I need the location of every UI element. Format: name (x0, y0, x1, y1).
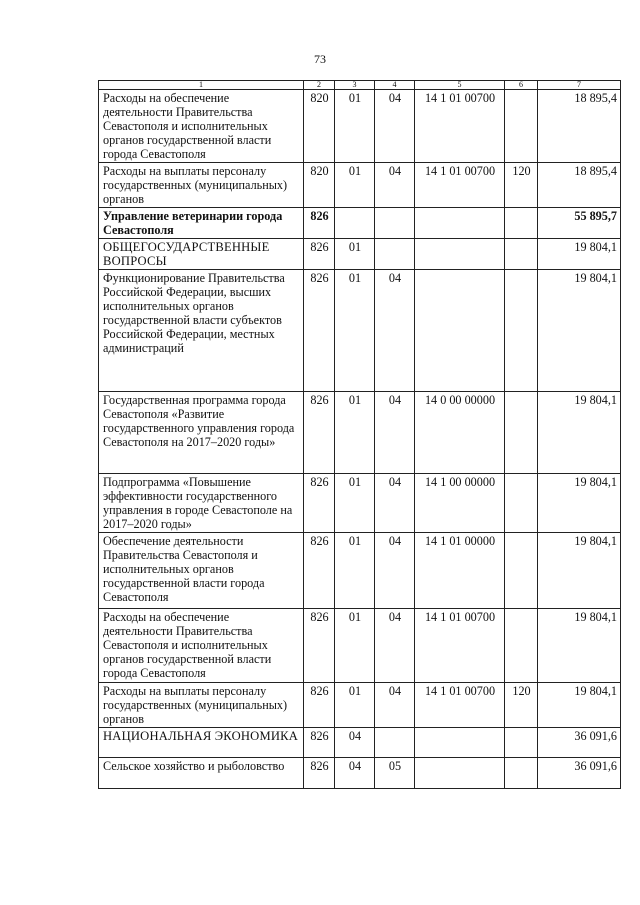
target-article-cell: 14 1 01 00700 (415, 683, 505, 728)
gov-code-cell: 826 (304, 270, 335, 392)
budget-table (98, 80, 621, 789)
subsection-code-cell: 04 (375, 163, 415, 208)
row-name-cell: Обеспечение деятельности Правительства Севастополя и исполнительных органов государственной власти города Севастополя (99, 533, 304, 609)
column-number: 2 (304, 81, 335, 90)
row-name-cell: Государственная программа города Севастополя «Развитие государственного управления города Севастополя на 2017–2020 годы» (99, 392, 304, 474)
target-article-cell: 14 1 01 00000 (415, 533, 505, 609)
section-code-cell: 01 (335, 609, 375, 683)
amount-cell: 19 804,1 (538, 474, 621, 533)
column-number: 1 (99, 81, 304, 90)
row-name-cell: Расходы на выплаты персоналу государственных (муниципальных) органов (99, 163, 304, 208)
row-name-cell: ОБЩЕГОСУДАРСТВЕННЫЕ ВОПРОСЫ (99, 239, 304, 270)
expense-type-cell (505, 270, 538, 392)
table-row (99, 90, 621, 163)
section-code-cell: 01 (335, 90, 375, 163)
amount-cell: 19 804,1 (538, 609, 621, 683)
table-row (99, 270, 621, 392)
target-article-cell: 14 1 01 00700 (415, 163, 505, 208)
target-article-cell (415, 208, 505, 239)
column-number: 6 (505, 81, 538, 90)
table-row (99, 728, 621, 758)
target-article-cell (415, 728, 505, 758)
subsection-code-cell: 04 (375, 392, 415, 474)
row-name-cell: Расходы на обеспечение деятельности Правительства Севастополя и исполнительных органов государственной власти города Севастополя (99, 90, 304, 163)
section-code-cell: 01 (335, 239, 375, 270)
subsection-code-cell: 04 (375, 474, 415, 533)
expense-type-cell (505, 758, 538, 789)
section-code-cell: 04 (335, 758, 375, 789)
table-row (99, 758, 621, 789)
section-code-cell: 04 (335, 728, 375, 758)
expense-type-cell (505, 474, 538, 533)
subsection-code-cell: 05 (375, 758, 415, 789)
gov-code-cell: 826 (304, 208, 335, 239)
row-name-cell: Управление ветеринарии города Севастополя (99, 208, 304, 239)
table-row (99, 683, 621, 728)
amount-cell: 19 804,1 (538, 239, 621, 270)
row-name-cell: Расходы на выплаты персоналу государственных (муниципальных) органов (99, 683, 304, 728)
target-article-cell (415, 270, 505, 392)
gov-code-cell: 826 (304, 533, 335, 609)
table-row (99, 474, 621, 533)
row-name-cell: Подпрограмма «Повышение эффективности государственного управления в городе Севастополе на 2017–2020 годы» (99, 474, 304, 533)
amount-cell: 19 804,1 (538, 270, 621, 392)
expense-type-cell (505, 239, 538, 270)
amount-cell: 18 895,4 (538, 90, 621, 163)
subsection-code-cell: 04 (375, 270, 415, 392)
target-article-cell: 14 0 00 00000 (415, 392, 505, 474)
amount-cell: 55 895,7 (538, 208, 621, 239)
subsection-code-cell: 04 (375, 90, 415, 163)
subsection-code-cell: 04 (375, 683, 415, 728)
row-name-cell: Расходы на обеспечение деятельности Правительства Севастополя и исполнительных органов государственной власти города Севастополя (99, 609, 304, 683)
section-code-cell: 01 (335, 533, 375, 609)
gov-code-cell: 826 (304, 758, 335, 789)
section-code-cell: 01 (335, 392, 375, 474)
amount-cell: 19 804,1 (538, 683, 621, 728)
target-article-cell: 14 1 00 00000 (415, 474, 505, 533)
subsection-code-cell: 04 (375, 609, 415, 683)
expense-type-cell (505, 90, 538, 163)
section-code-cell: 01 (335, 163, 375, 208)
column-number: 5 (415, 81, 505, 90)
table-row (99, 533, 621, 609)
target-article-cell: 14 1 01 00700 (415, 90, 505, 163)
table-row (99, 163, 621, 208)
expense-type-cell (505, 392, 538, 474)
amount-cell: 19 804,1 (538, 392, 621, 474)
expense-type-cell (505, 609, 538, 683)
column-number: 3 (335, 81, 375, 90)
amount-cell: 19 804,1 (538, 533, 621, 609)
table-row (99, 239, 621, 270)
gov-code-cell: 826 (304, 239, 335, 270)
row-name-cell: НАЦИОНАЛЬНАЯ ЭКОНОМИКА (99, 728, 304, 758)
column-number-row (99, 81, 621, 90)
table-row (99, 609, 621, 683)
gov-code-cell: 826 (304, 728, 335, 758)
section-code-cell: 01 (335, 474, 375, 533)
page-number: 73 (314, 52, 326, 66)
gov-code-cell: 820 (304, 163, 335, 208)
column-number: 7 (538, 81, 621, 90)
expense-type-cell (505, 208, 538, 239)
subsection-code-cell: 04 (375, 533, 415, 609)
subsection-code-cell (375, 239, 415, 270)
expense-type-cell (505, 728, 538, 758)
target-article-cell (415, 758, 505, 789)
amount-cell: 36 091,6 (538, 758, 621, 789)
gov-code-cell: 826 (304, 392, 335, 474)
target-article-cell (415, 239, 505, 270)
row-name-cell: Функционирование Правительства Российской Федерации, высших исполнительных органов государственной власти субъектов Российской Федерации, местных администраций (99, 270, 304, 392)
section-code-cell: 01 (335, 683, 375, 728)
amount-cell: 18 895,4 (538, 163, 621, 208)
target-article-cell: 14 1 01 00700 (415, 609, 505, 683)
table-row (99, 208, 621, 239)
subsection-code-cell (375, 728, 415, 758)
row-name-cell: Сельское хозяйство и рыболовство (99, 758, 304, 789)
expense-type-cell (505, 533, 538, 609)
column-number: 4 (375, 81, 415, 90)
section-code-cell (335, 208, 375, 239)
amount-cell: 36 091,6 (538, 728, 621, 758)
gov-code-cell: 826 (304, 683, 335, 728)
expense-type-cell: 120 (505, 683, 538, 728)
subsection-code-cell (375, 208, 415, 239)
section-code-cell: 01 (335, 270, 375, 392)
gov-code-cell: 826 (304, 474, 335, 533)
expense-type-cell: 120 (505, 163, 538, 208)
gov-code-cell: 826 (304, 609, 335, 683)
table-row (99, 392, 621, 474)
gov-code-cell: 820 (304, 90, 335, 163)
